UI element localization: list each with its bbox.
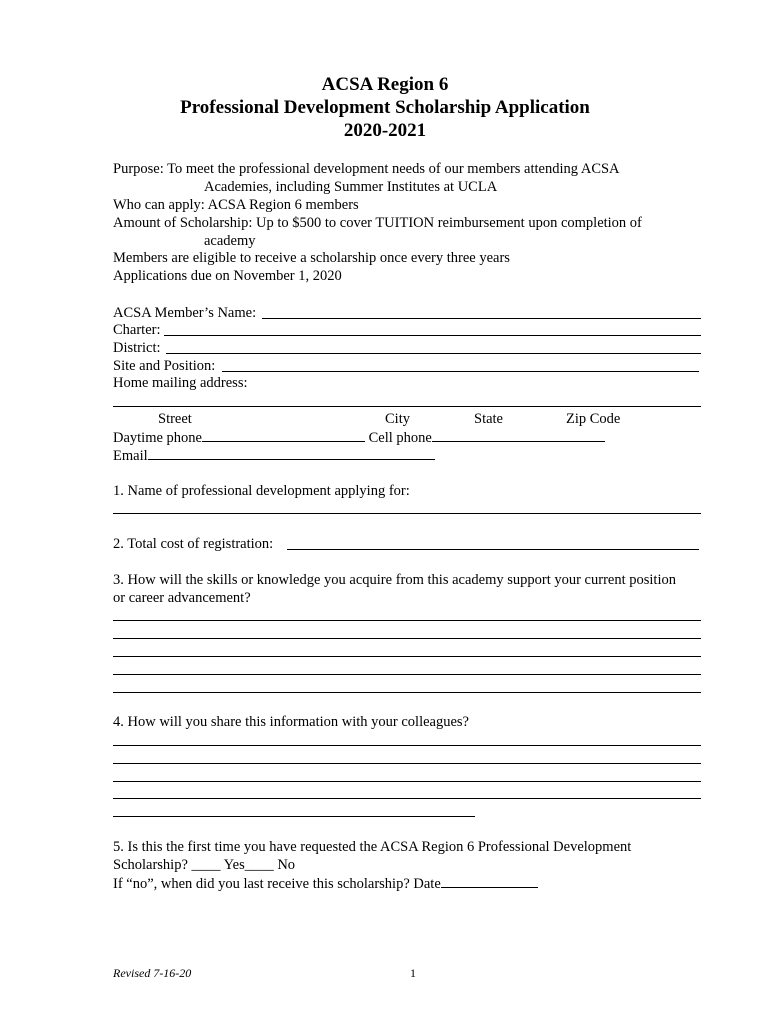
answer-4-line[interactable] [113, 816, 475, 817]
answer-3-line[interactable] [113, 692, 701, 693]
question-4: 4. How will you share this information with your colleagues? [113, 714, 469, 730]
answer-4-line[interactable] [113, 763, 701, 764]
home-address-line[interactable] [113, 406, 701, 407]
email-label: Email [113, 448, 148, 464]
cell-phone-label: Cell phone [368, 430, 432, 446]
question-2: 2. Total cost of registration: [113, 536, 274, 552]
question-1: 1. Name of professional development applying for: [113, 483, 410, 499]
answer-3-line[interactable] [113, 656, 701, 657]
email-line[interactable] [148, 446, 435, 460]
answer-1-line[interactable] [113, 513, 701, 514]
site-position-line[interactable] [222, 371, 699, 372]
city-label: City [385, 411, 410, 427]
zip-label: Zip Code [566, 411, 621, 427]
eligibility-text: Members are eligible to receive a scholarship once every three years [113, 250, 510, 266]
amount-text-cont: academy [204, 233, 256, 249]
purpose-text-cont: Academies, including Summer Institutes at UCLA [204, 179, 498, 195]
member-name-label: ACSA Member’s Name: [113, 305, 257, 321]
district-label: District: [113, 340, 161, 356]
phone-row [113, 428, 605, 447]
revised-date: Revised 7-16-20 [113, 966, 192, 980]
purpose-text: Purpose: To meet the professional development needs of our members attending ACSA [113, 161, 620, 177]
answer-3-line[interactable] [113, 620, 701, 621]
last-date-line[interactable] [441, 874, 538, 888]
amount-text: Amount of Scholarship: Up to $500 to cover TUITION reimbursement upon completion of [113, 215, 642, 231]
home-address-label: Home mailing address: [113, 375, 248, 391]
street-label: Street [158, 411, 192, 427]
answer-4-line[interactable] [113, 798, 701, 799]
question-5-date-label: If “no”, when did you last receive this scholarship? Date [113, 876, 441, 892]
answer-4-line[interactable] [113, 745, 701, 746]
district-line[interactable] [166, 353, 701, 354]
title-line-3: 2020-2021 [343, 120, 427, 141]
state-label: State [474, 411, 503, 427]
answer-2-line[interactable] [287, 549, 699, 550]
question-3-cont: or career advancement? [113, 590, 251, 606]
daytime-phone-line[interactable] [202, 428, 365, 442]
question-5-yes-no: Scholarship? ____ Yes____ No [113, 857, 296, 873]
email-row [113, 446, 435, 465]
question-5: 5. Is this the first time you have requested the ACSA Region 6 Professional Development [113, 839, 632, 855]
answer-4-line[interactable] [113, 781, 701, 782]
due-date-text: Applications due on November 1, 2020 [113, 268, 342, 284]
title-line-2: Professional Development Scholarship Application [180, 97, 590, 118]
answer-3-line[interactable] [113, 638, 701, 639]
site-position-label: Site and Position: [113, 358, 216, 374]
charter-line[interactable] [164, 335, 701, 336]
who-can-apply: Who can apply: ACSA Region 6 members [113, 197, 359, 213]
title-line-1: ACSA Region 6 [321, 74, 449, 95]
question-5-date-row [113, 874, 538, 893]
member-name-line[interactable] [262, 318, 701, 319]
answer-3-line[interactable] [113, 674, 701, 675]
page-number: 1 [410, 966, 416, 980]
charter-label: Charter: [113, 322, 161, 338]
cell-phone-line[interactable] [432, 428, 605, 442]
question-3: 3. How will the skills or knowledge you acquire from this academy support your current position [113, 572, 676, 588]
daytime-phone-label: Daytime phone [113, 430, 202, 446]
